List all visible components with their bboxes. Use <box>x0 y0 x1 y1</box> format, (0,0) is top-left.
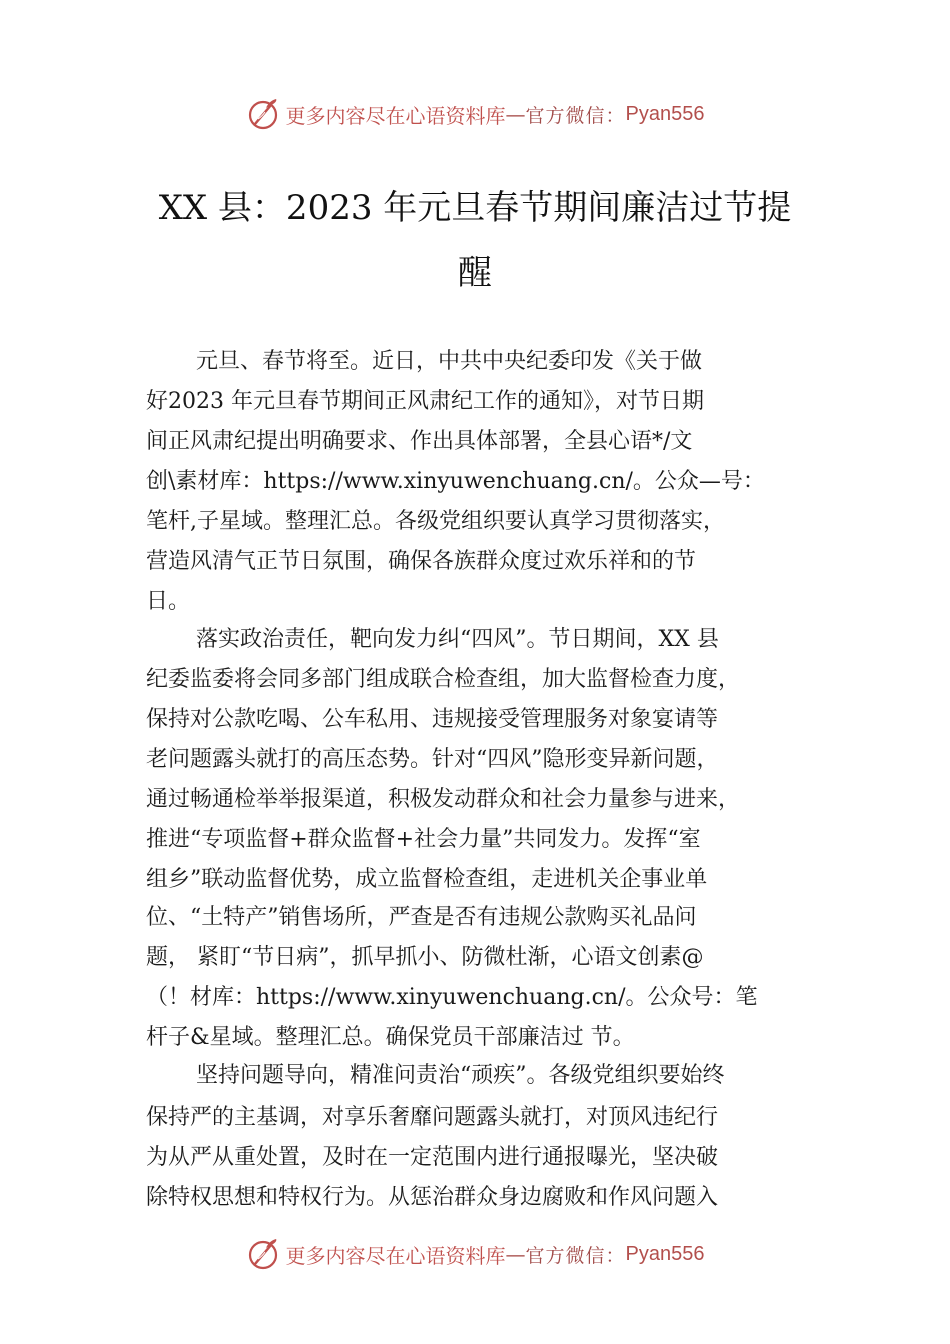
quill-circle-logo <box>246 1237 280 1271</box>
body-line: 保持对公款吃喝、公车私用、违规接受管理服务对象宴请等 <box>146 707 719 732</box>
body-line: 营造风清气正节日氛围，确保各族群众度过欢乐祥和的节 <box>146 549 697 574</box>
body-line: 创\素材库：https://www.xinyuwenchuang.cn/。公众—号： <box>146 469 765 494</box>
document-title-line-2: 醒 <box>458 253 492 293</box>
body-line: 笔杆,子星域。整理汇总。各级党组织要认真学习贯彻落实， <box>146 509 725 534</box>
body-line: 日。 <box>146 589 191 614</box>
body-line: 坚持问题导向，精准问责治“顽疾”。各级党组织要始终 <box>196 1063 725 1088</box>
footer-banner <box>0 1232 950 1276</box>
header-banner <box>0 92 950 136</box>
body-line: 元旦、春节将至。近日，中共中央纪委印发《关于做 <box>196 349 703 374</box>
body-line: 组乡”联动监督优势，成立监督检查组，走进机关企事业单 <box>146 867 708 892</box>
banner-separator: — <box>505 102 526 126</box>
body-line: 落实政治责任，靶向发力纠“四风”。节日期间，XX 县 <box>196 627 719 652</box>
document-title-line-1: XX 县：2023 年元旦春节期间廉洁过节提 <box>158 188 792 228</box>
body-line: 为从严从重处置，及时在一定范围内进行通报曝光，坚决破 <box>146 1145 719 1170</box>
banner-wechat-label: 官方微信： <box>525 1244 626 1267</box>
body-line: 纪委监委将会同多部门组成联合检查组，加大监督检查力度， <box>146 667 741 692</box>
banner-text: 更多内容尽在心语资料库 <box>285 103 506 128</box>
body-line: 题， 紧盯“节日病”，抓早抓小、防微杜渐，心语文创素@ <box>146 945 704 970</box>
banner-text: 更多内容尽在心语资料库 <box>285 1243 506 1268</box>
body-line: 位、“土特产”销售场所，严查是否有违规公款购买礼品问 <box>146 905 697 930</box>
banner-wechat-id: Pyan556 <box>625 102 705 125</box>
body-line: 间正风肃纪提出明确要求、作出具体部署，全县心语*/文 <box>146 429 693 454</box>
body-line: 好2023 年元旦春节期间正风肃纪工作的通知》，对节日期 <box>146 389 704 414</box>
body-line: 推进“专项监督+群众监督+社会力量”共同发力。发挥“室 <box>146 827 701 852</box>
body-line: 除特权思想和特权行为。从惩治群众身边腐败和作风问题入 <box>146 1185 719 1210</box>
body-line: 保持严的主基调，对享乐奢靡问题露头就打，对顶风违纪行 <box>146 1105 719 1130</box>
banner-wechat-id: Pyan556 <box>625 1242 705 1265</box>
body-line: 老问题露头就打的高压态势。针对“四风”隐形变异新问题， <box>146 747 719 772</box>
body-line: 通过畅通检举举报渠道，积极发动群众和社会力量参与进来， <box>146 787 741 812</box>
body-line: 杆子&星域。整理汇总。确保党员干部廉洁过 节。 <box>146 1025 635 1050</box>
quill-circle-logo <box>246 97 280 131</box>
banner-wechat-label: 官方微信： <box>525 104 626 127</box>
banner-separator: — <box>505 1242 526 1266</box>
body-line: （！材库：https://www.xinyuwenchuang.cn/。公众号：笔 <box>146 985 758 1010</box>
